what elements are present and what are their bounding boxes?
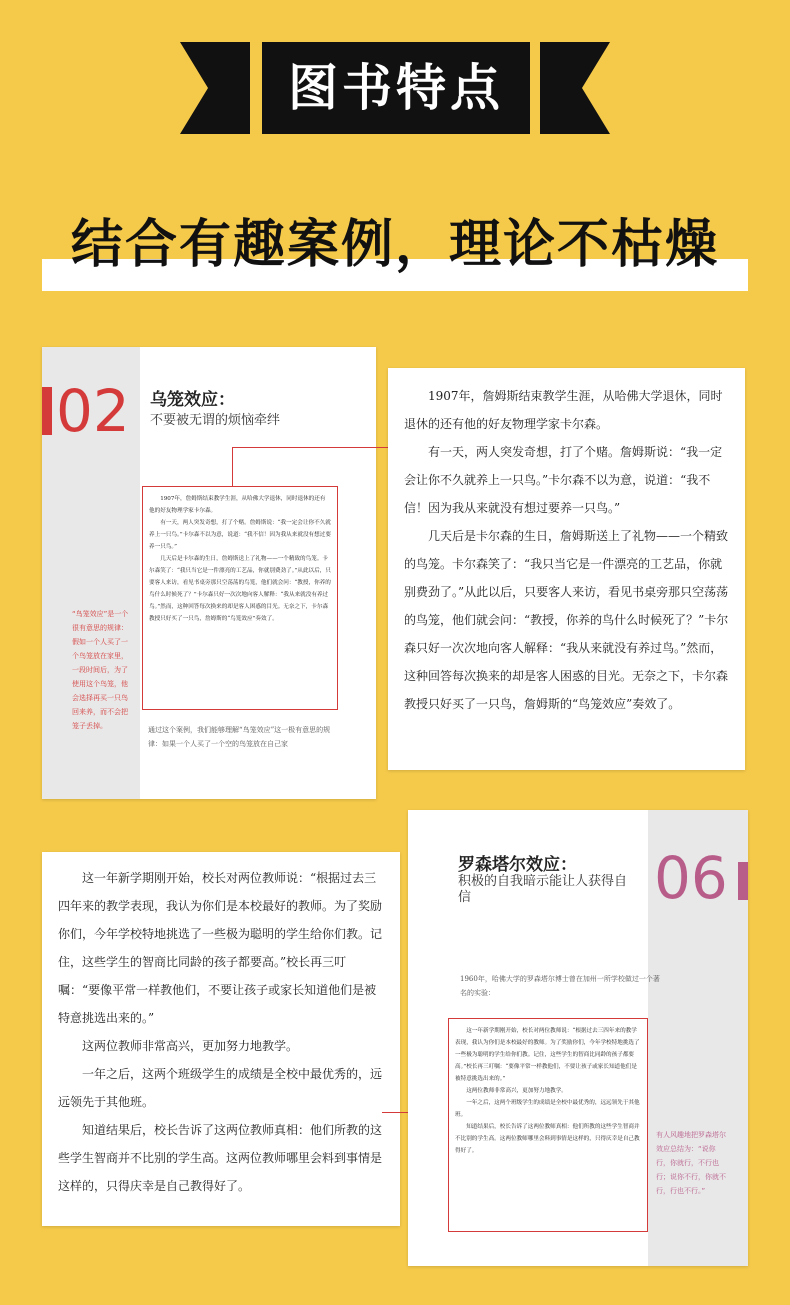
story-paragraph: 有一天，两人突发奇想，打了个赌。詹姆斯说：“我一定会让你不久就养上一只鸟。”卡尔森不以为意，说道：“我不信！因为我从来就没有想过要养一只鸟。” <box>149 520 331 550</box>
callout-line <box>232 447 382 448</box>
callout-line <box>232 447 233 487</box>
story-highlight-box <box>142 486 338 710</box>
story-paragraph: 这两位教师非常高兴，更加努力地教学。 <box>82 1039 299 1053</box>
chapter-title: 乌笼效应： <box>150 390 235 410</box>
chapter-number: 02 <box>56 377 130 445</box>
story-paragraph: 有一天，两人突发奇想，打了个赌。詹姆斯说：“我一定会让你不久就养上一只鸟。”卡尔森不以为意，说道：“我不信！因为我从来就没有想过要养一只鸟。” <box>404 445 723 515</box>
page-intro-text: 1960年，哈佛大学的罗森塔尔博士曾在加州一所学校做过一个著名的实验： <box>460 975 660 997</box>
banner-left-ribbon <box>180 42 250 134</box>
story-highlight-box <box>448 1018 648 1232</box>
story-paragraph: 1907年，詹姆斯结束教学生涯，从哈佛大学退休，同时退休的还有他的好友物理学家卡尔森。 <box>149 496 326 514</box>
chapter-marker <box>42 387 52 435</box>
sidebar-note: 有人风趣地把罗森塔尔效应总结为：“说你行，你就行，不行也行；说你不行，你就不行，行也不行。” <box>656 1131 726 1195</box>
chapter-title: 罗森塔尔效应： <box>458 855 577 875</box>
story-paragraph: 知道结果后，校长告诉了这两位教师真相：他们所教的这些学生智商并不比别的学生高。这两位教师哪里会料到事情是这样的，只得庆幸是自己教得好了。 <box>455 1124 640 1154</box>
zoomed-story-bird-cage <box>388 368 745 770</box>
chapter-number: 06 <box>654 844 728 912</box>
banner-gap <box>250 42 260 134</box>
story-paragraph: 几天后是卡尔森的生日，詹姆斯送上了礼物——一个精致的鸟笼。卡尔森笑了：“我只当它是一件漂亮的工艺品，你就别费劲了。”从此以后，只要客人来访，看见书桌旁那只空荡荡的鸟笼，他们就会问：“教授，你养的鸟什么时候死了？”卡尔森只好一次次地向客人解释：“我从来就没有养过鸟。”然而，这种回答每次换来的却是客人困惑的目光。无奈之下，卡尔森教授只好买了一只鸟，詹姆斯的“鸟笼效应”奏效了。 <box>404 529 729 711</box>
sidebar-note: “鸟笼效应”是一个很有意思的规律：假如一个人买了一个鸟笼放在家里，一段时间后，为了使用这个鸟笼，他会选择再买一只鸟回来养，而不会把笼子丢掉。 <box>72 610 129 730</box>
chapter-subtitle: 不要被无谓的烦恼牵绊 <box>150 413 281 428</box>
story-paragraph: 知道结果后，校长告诉了这两位教师真相：他们所教的这些学生智商并不比别的学生高。这两位教师哪里会料到事情是这样的，只得庆幸是自己教得好了。 <box>58 1123 383 1193</box>
feature-subtitle: 结合有趣案例，理论不枯燥 <box>70 215 719 275</box>
story-paragraph: 一年之后，这两个班级学生的成绩是全校中最优秀的，远远领先于其他班。 <box>455 1100 640 1118</box>
story-paragraph: 这两位教师非常高兴，更加努力地教学。 <box>466 1088 567 1094</box>
book-page-rosenthal <box>408 810 748 1266</box>
book-page-bird-cage <box>42 347 376 799</box>
story-paragraph: 这一年新学期刚开始，校长对两位教师说：“根据过去三四年来的教学表现，我认为你们是本校最好的教师。为了奖励你们，今年学校特地挑选了一些极为聪明的学生给你们教。记住，这些学生的智商比同龄的孩子都要高。”校长再三叮嘱：“要像平常一样教他们，不要让孩子或家长知道他们是被特意挑选出来的。” <box>58 871 383 1025</box>
section-title: 图书特点 <box>262 42 530 134</box>
story-paragraph: 几天后是卡尔森的生日，詹姆斯送上了礼物——一个精致的鸟笼。卡尔森笑了：“我只当它是一件漂亮的工艺品，你就别费劲了。”从此以后，只要客人来访，看见书桌旁那只空荡荡的鸟笼，他们就会问：“教授，你养的鸟什么时候死了？”卡尔森只好一次次地向客人解释：“我从来就没有养过鸟。”然而，这种回答每次换来的却是客人困惑的目光。无奈之下，卡尔森教授只好买了一只鸟，詹姆斯的“鸟笼效应”奏效了。 <box>149 556 331 622</box>
chapter-marker <box>738 862 748 900</box>
callout-line <box>376 447 388 448</box>
zoomed-story-rosenthal <box>42 852 400 1226</box>
banner-gap <box>530 42 540 134</box>
chapter-subtitle: 积极的自我暗示能让人获得自信 <box>458 874 628 905</box>
story-paragraph: 1907年，詹姆斯结束教学生涯，从哈佛大学退休，同时退休的还有他的好友物理学家卡尔森。 <box>404 389 723 431</box>
page-footer-text: 通过这个案例，我们能够理解“鸟笼效应”这一极有意思的规律：如果一个人买了一个空的鸟笼放在自己家 <box>148 726 331 748</box>
banner-right-ribbon <box>540 42 610 134</box>
story-paragraph: 一年之后，这两个班级学生的成绩是全校中最优秀的，远远领先于其他班。 <box>58 1067 383 1109</box>
story-paragraph: 这一年新学期刚开始，校长对两位教师说：“根据过去三四年来的教学表现，我认为你们是本校最好的教师。为了奖励你们，今年学校特地挑选了一些极为聪明的学生给你们教。记住，这些学生的智商比同龄的孩子都要高。”校长再三叮嘱：“要像平常一样教他们，不要让孩子或家长知道他们是被特意挑选出来的。” <box>455 1028 640 1082</box>
